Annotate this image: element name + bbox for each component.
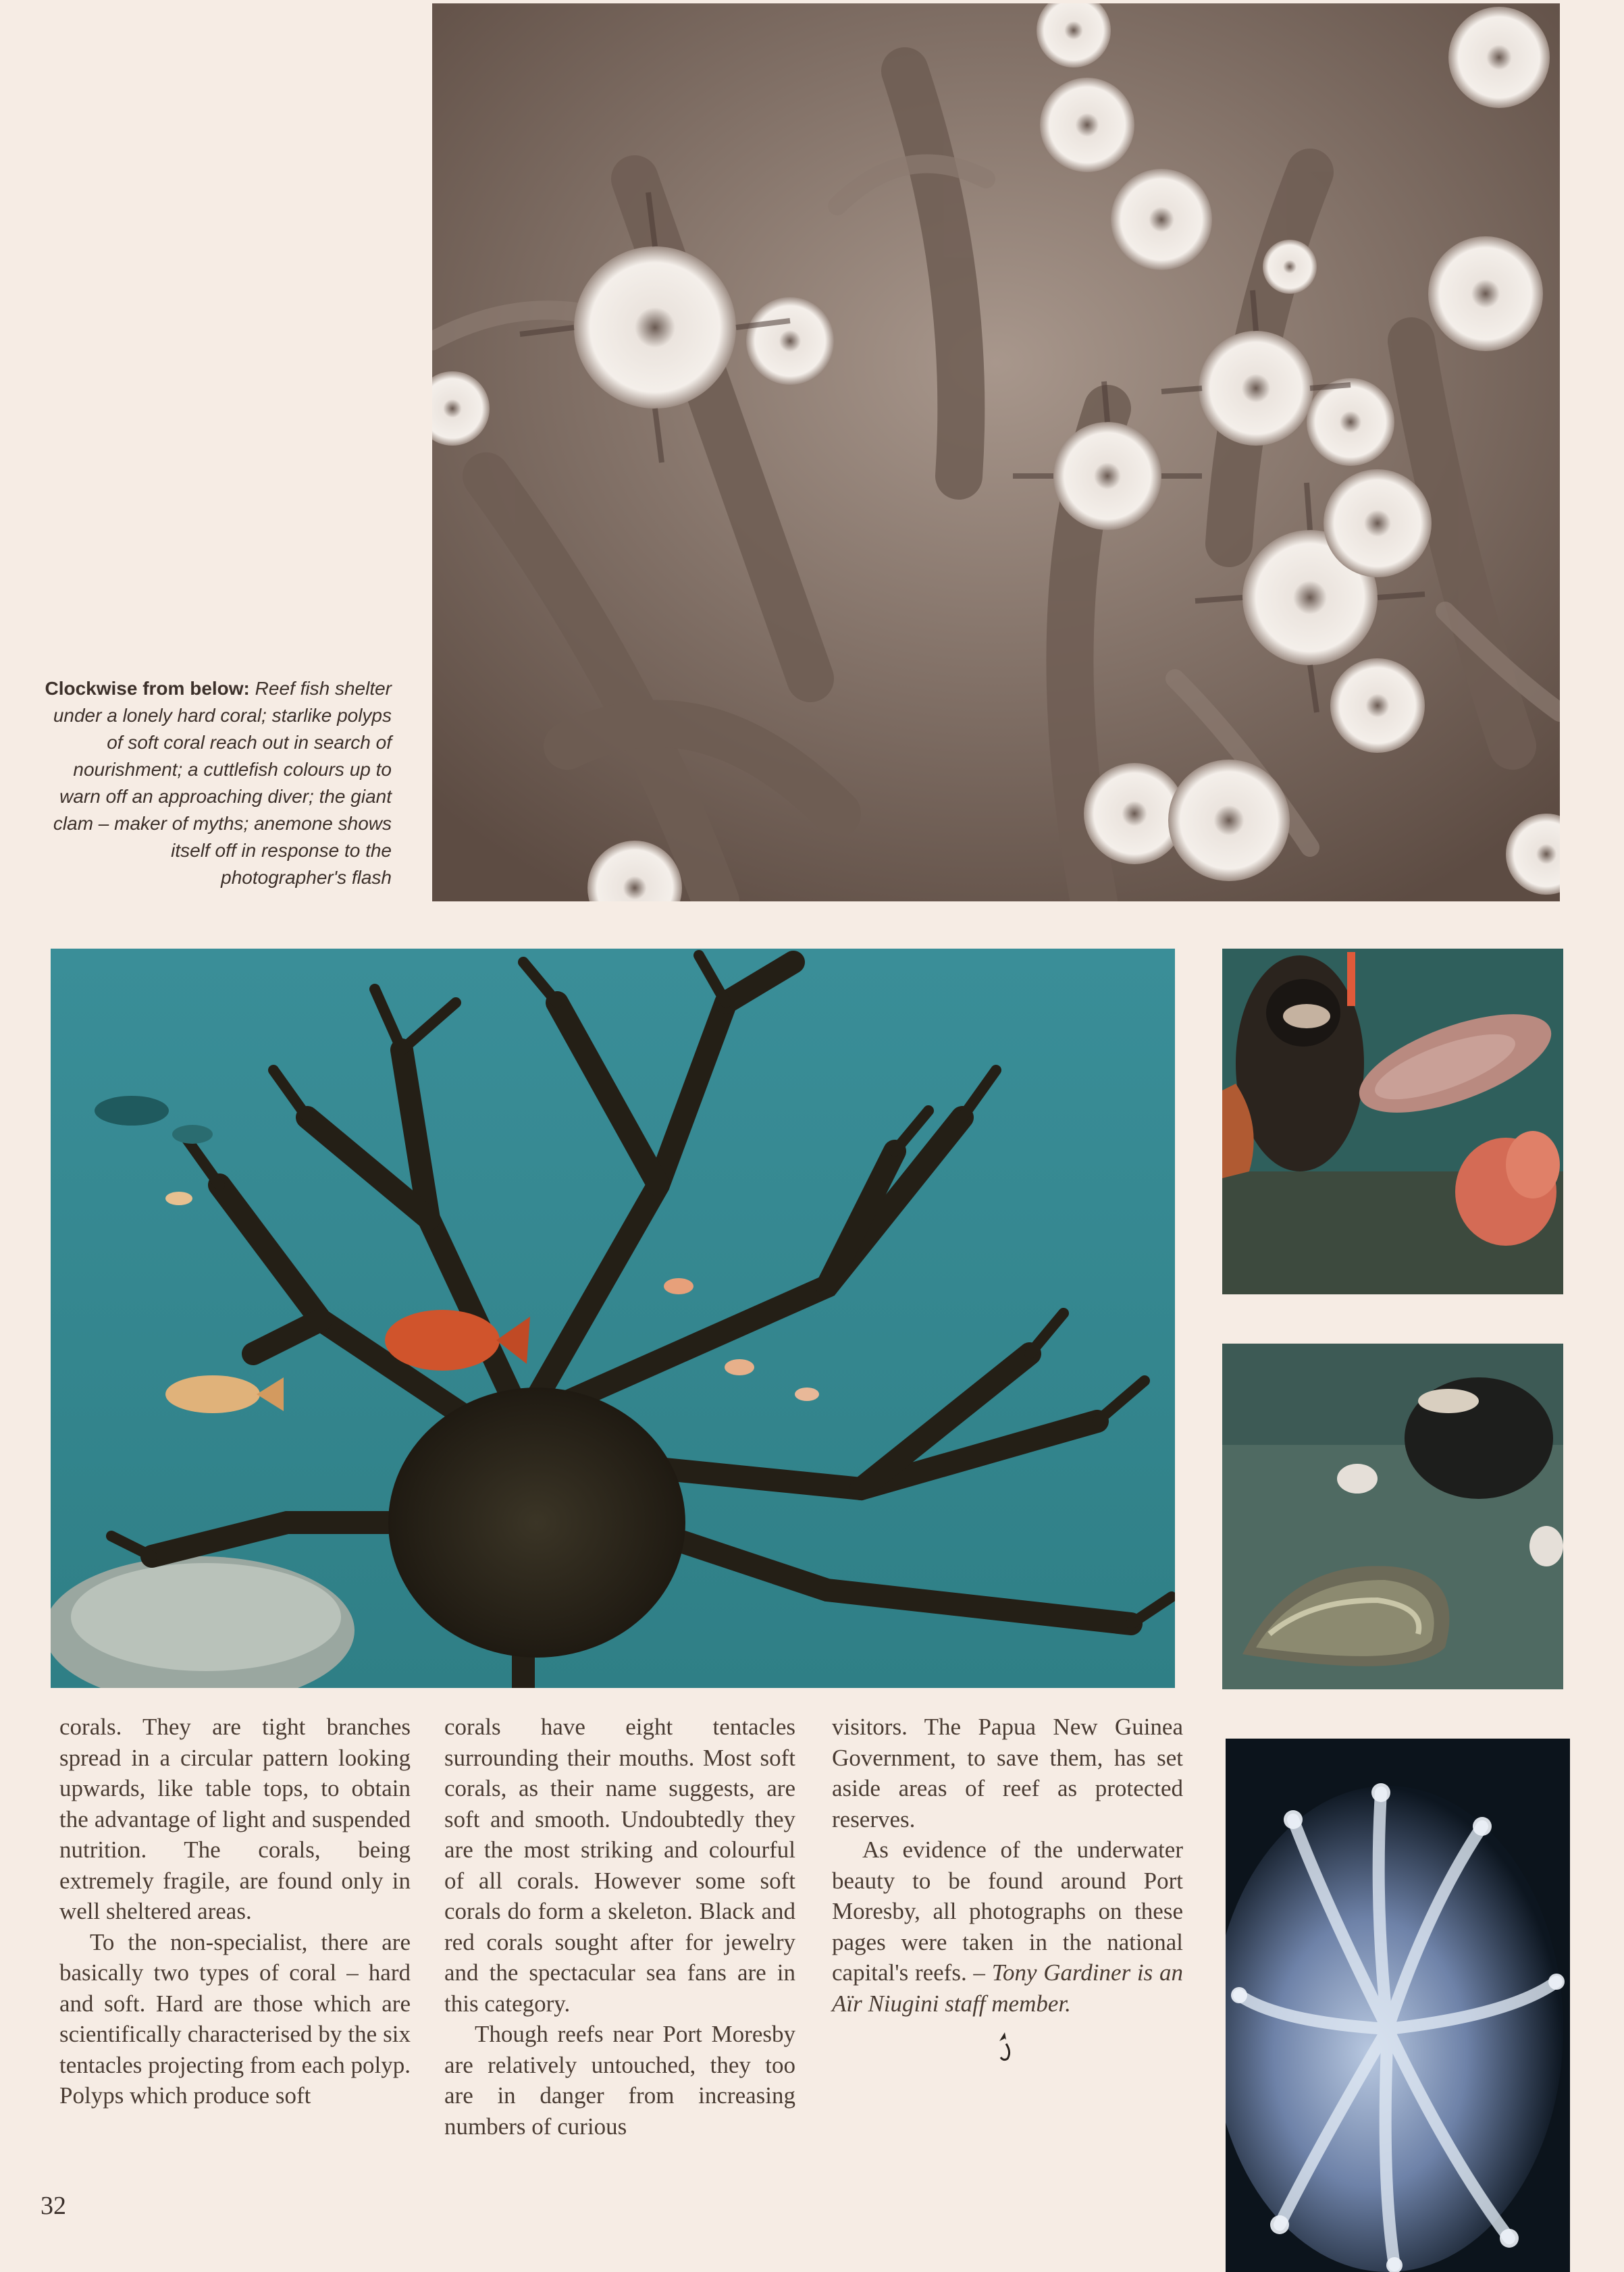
paragraph: To the non-specialist, there are basically two types of coral – hard and soft. Hard are those which are scientifically characterised by the six tentacles projecting from each polyp. Polyps which produce soft xyxy=(59,1928,411,2109)
text-column-2 xyxy=(444,1712,795,2142)
author-byline: Tony Gardiner is an Aïr Niugini staff member. xyxy=(832,1959,1184,2017)
photo-caption xyxy=(41,675,392,891)
paragraph: Though reefs near Port Moresby are relatively untouched, they too are in danger from increasing numbers of curious xyxy=(444,2021,795,2140)
airline-bird-logo xyxy=(991,2029,1018,2063)
caption-lead: Clockwise from below: xyxy=(45,678,250,699)
giant-clam-photo xyxy=(1222,1344,1563,1689)
paragraph: visitors. The Papua New Guinea Government, to save them, has set aside areas of reef as protected reserves. xyxy=(832,1714,1183,1832)
cuttlefish-photo xyxy=(1222,949,1563,1294)
reef-fish-photo xyxy=(51,949,1175,1688)
soft-coral-photo xyxy=(432,3,1560,901)
paragraph: corals. They are tight branches spread in a circular pattern looking upwards, like table tops, to obtain the advantage of light and suspended nutrition. The corals, being extremely fragile, are found only in well sheltered areas. xyxy=(59,1714,411,1924)
paragraph xyxy=(832,1834,1183,2019)
text-column-1 xyxy=(59,1712,411,2111)
anemone-photo xyxy=(1226,1739,1570,2272)
paragraph-text: As evidence of the underwater beauty to be found around Port Moresby, all photographs on these pages were taken in the national capital's reefs. – xyxy=(832,1837,1183,1986)
paragraph: corals have eight tentacles surrounding their mouths. Most soft corals, as their name suggests, are soft and smooth. Undoubtedly they are the most striking and colourful of all corals. However some soft corals do form a skeleton. Black and red corals sought after for jewelry and the spectacular sea fans are in this category. xyxy=(444,1714,795,2017)
text-column-3 xyxy=(832,1712,1183,2019)
caption-text: Reef fish shelter under a lonely hard coral; starlike polyps of soft coral reach out in search of nourishment; a cuttlefish colours up to warn off an approaching diver; the giant clam – maker of myths; anemone shows itself off in response to the photographer's flash xyxy=(53,678,392,888)
page-number: 32 xyxy=(41,2192,66,2220)
